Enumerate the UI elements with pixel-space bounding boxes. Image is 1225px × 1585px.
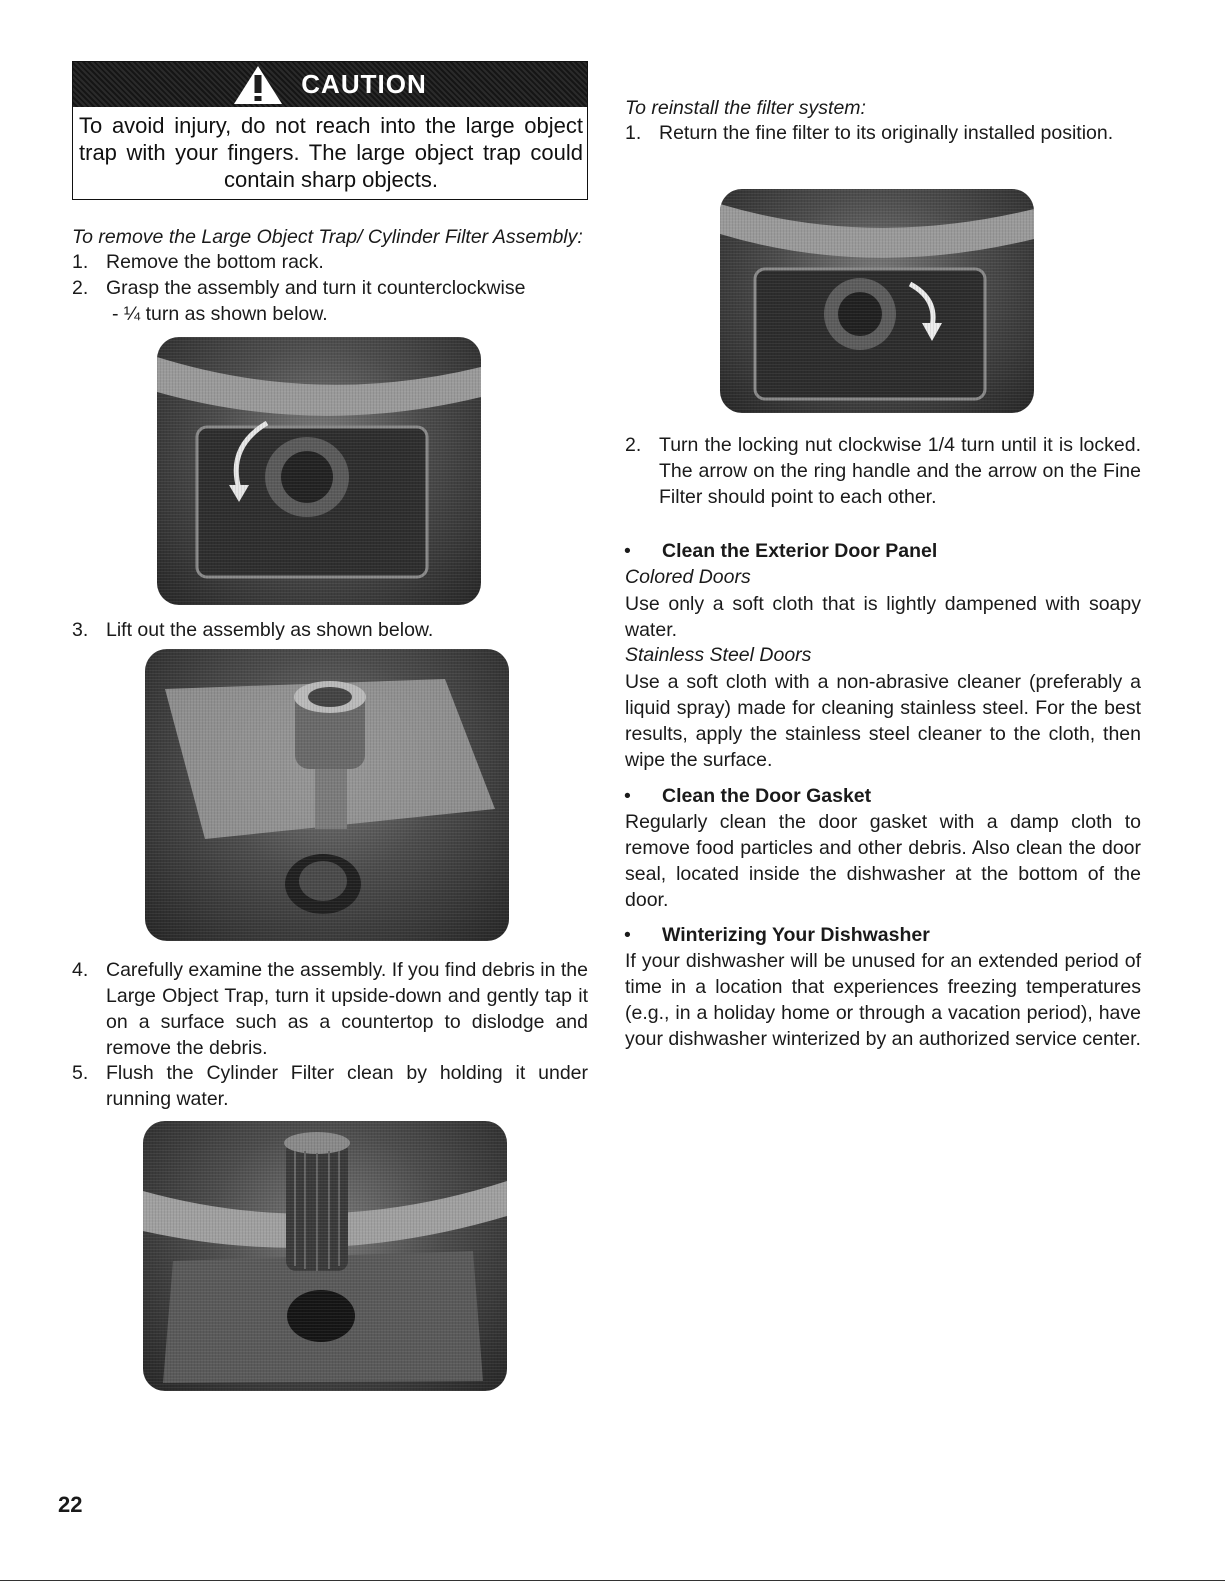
bullet: • xyxy=(624,785,631,807)
step-number: 4. xyxy=(72,959,89,981)
step-text: Grasp the assembly and turn it counterclockwise xyxy=(106,277,526,299)
caution-title: CAUTION xyxy=(301,69,427,99)
step-number: 1. xyxy=(625,122,642,144)
photo-turn-counterclockwise xyxy=(157,337,481,605)
section-winterizing xyxy=(622,922,930,948)
right-step-1 xyxy=(625,120,1141,146)
step-number: 2. xyxy=(625,434,642,456)
step-number: 5. xyxy=(72,1062,89,1084)
winterizing-text: If your dishwasher will be unused for an extended period of time in a location that experiences freezing temperatures (e.g., in a holiday home or through a vacation period), have your dishwasher winterized by an authorized service center. xyxy=(625,950,1141,1050)
step-2-subtext: - ¼ turn as shown below. xyxy=(112,303,328,325)
step-number: 1. xyxy=(72,251,89,273)
photo-lift-assembly xyxy=(145,649,509,941)
stainless-doors-label: Stainless Steel Doors xyxy=(625,644,812,666)
left-heading: To remove the Large Object Trap/ Cylinder Filter Assembly: xyxy=(72,226,583,248)
section-title: Winterizing Your Dishwasher xyxy=(662,924,930,946)
warning-triangle-icon xyxy=(233,65,283,105)
photo-turn-clockwise xyxy=(720,189,1034,413)
page-number: 22 xyxy=(58,1492,83,1517)
step-number: 2. xyxy=(72,277,89,299)
door-gasket-text: Regularly clean the door gasket with a damp cloth to remove food particles and other debris. Also clean the door seal, located inside the dishwasher at the bottom of the door. xyxy=(625,811,1141,911)
footer-rule xyxy=(0,1580,1225,1581)
colored-doors-text: Use only a soft cloth that is lightly dampened with soapy water. xyxy=(625,593,1141,641)
step-text: Return the fine filter to its originally installed position. xyxy=(659,122,1114,144)
left-step-3 xyxy=(72,617,592,643)
right-heading: To reinstall the filter system: xyxy=(625,97,866,119)
caution-text: To avoid injury, do not reach into the large object trap with your fingers. The large object trap could contain sharp objects. xyxy=(79,113,583,192)
step-text: Remove the bottom rack. xyxy=(106,251,324,273)
step-text: Lift out the assembly as shown below. xyxy=(106,619,434,641)
bullet: • xyxy=(624,540,631,562)
section-title: Clean the Door Gasket xyxy=(662,785,872,807)
stainless-doors-text: Use a soft cloth with a non-abrasive cleaner (preferably a liquid spray) made for cleaning stainless steel. For the best results, apply the stainless steel cleaner to the cloth, then wipe the surface. xyxy=(625,671,1141,771)
section-door-gasket xyxy=(622,783,871,809)
step-number: 3. xyxy=(72,619,89,641)
left-step-1 xyxy=(72,249,592,275)
right-step-2 xyxy=(625,432,1141,510)
bullet: • xyxy=(624,924,631,946)
caution-box xyxy=(72,61,588,200)
left-step-4 xyxy=(72,957,588,1061)
step-text: Carefully examine the assembly. If you find debris in the Large Object Trap, turn it upside-down and gently tap it on a surface such as a countertop to dislodge and remove the debris. xyxy=(106,959,588,1059)
left-step-2 xyxy=(72,275,592,301)
colored-doors-label: Colored Doors xyxy=(625,566,751,588)
step-text: Turn the locking nut clockwise 1/4 turn until it is locked. The arrow on the ring handle and the arrow on the Fine Filter should point to each other. xyxy=(659,434,1141,508)
section-title: Clean the Exterior Door Panel xyxy=(662,540,938,562)
section-exterior-door-panel xyxy=(622,538,937,564)
photo-cylinder-filter xyxy=(143,1121,507,1391)
left-step-5 xyxy=(72,1060,588,1112)
step-text: Flush the Cylinder Filter clean by holding it under running water. xyxy=(106,1062,588,1110)
caution-header xyxy=(73,62,587,107)
